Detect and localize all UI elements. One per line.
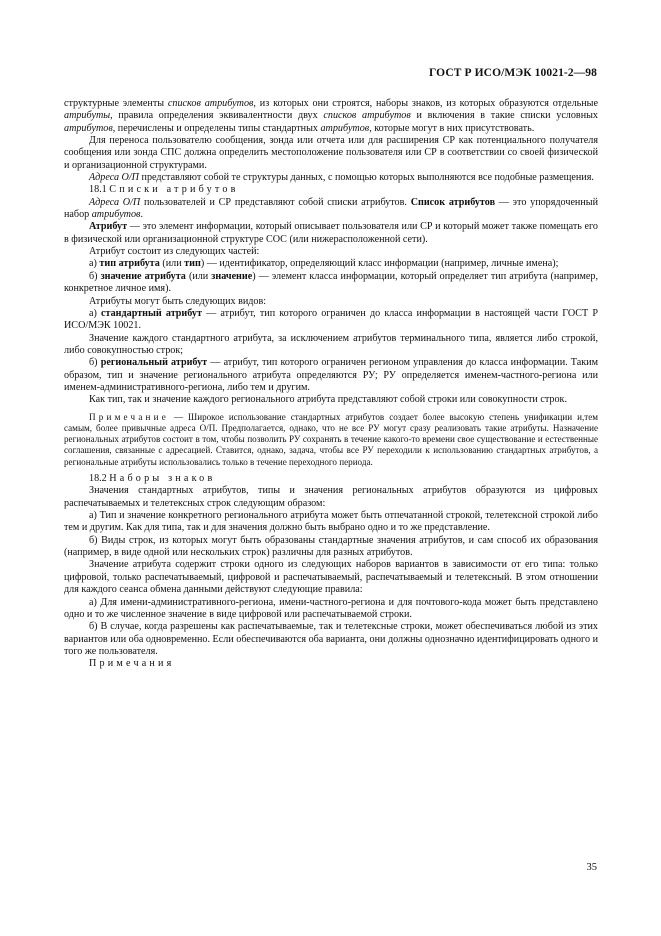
body-paragraph: 18.1 Списки атрибутов	[89, 184, 239, 196]
body-paragraph: б) В случае, когда разрешены как распечатываемые, так и телетексные строки, может обеспечиваться любой из этих вариантов или оба одновременно. Если обеспечиваются оба варианта, они должны однозначно идентифицировать одного и того же пользователя.	[64, 621, 598, 657]
body-paragraph: Атрибуты могут быть следующих видов:	[89, 295, 267, 307]
body-paragraph: а) стандартный атрибут — атрибут, тип которого ограничен до класса информации в настоящей части ГОСТ Р ИСО/МЭК 10021.	[64, 307, 599, 332]
body-paragraph: Адреса О/П представляют собой те структуры данных, с помощью которых выполняются все подобные размещения.	[89, 172, 594, 184]
body-paragraph: Адреса О/П пользователей и СР представляют собой списки атрибутов. Список атрибутов — это упорядоченный набор атрибутов.	[64, 196, 598, 221]
body-paragraph: а) Тип и значение конкретного регионального атрибута может быть отпечатанной строкой, телетексной строкой либо тем и другим. Как для типа, так и для значения должно быть выбрано одно и то же представление.	[64, 510, 598, 534]
note-paragraph: Примечание — Широкое использование стандартных атрибутов создает более высокую степень унификации и,тем самым, более привычные адреса О/П. Предполагается, однако, что не все РУ могут сразу реализовать такие атрибуты. Назначение региональных атрибутов состоит в том, чтобы позволить РУ сохранять в течение какого-то времени свое существование и естественные соглашения, связанные с адресацией. Ставится, однако, задача, чтобы все РУ переходили к использованию стандартных атрибутов, а региональные атрибуты использовались только в течение переходного периода.	[64, 411, 598, 467]
body-paragraph: б) Виды строк, из которых могут быть образованы стандартные значения атрибутов, и сам способ их образования (например, в виде одной или нескольких строк) различны для разных атрибутов.	[64, 534, 598, 559]
page-number: 35	[586, 862, 597, 873]
body-paragraph: 18.2 Наборы знаков	[89, 473, 216, 485]
body-paragraph: б) значение атрибута (или значение) — элемент класса информации, который определяет тип атрибута (например, конкретное личное имя).	[64, 270, 598, 295]
body-paragraph: а) тип атрибута (или тип) — идентификатор, определяющий класс информации (например, личные имена);	[89, 258, 559, 270]
body-paragraph: Примечания	[89, 658, 175, 670]
body-paragraph: б) региональный атрибут — атрибут, тип которого ограничен регионом управления до класса информации. Таким образом, тип и значение регионального атрибута определяются РУ; РУ определяется именем-частного-региона или именем-административного-региона, либо тем и другим.	[64, 357, 598, 393]
document-body	[64, 98, 598, 671]
body-paragraph: Значения стандартных атрибутов, типы и значения региональных атрибутов образуются из цифровых распечатываемых и телетексных строк следующим образом:	[64, 485, 598, 509]
body-paragraph: Атрибут — это элемент информации, который описывает пользователя или СР и который может также помещать его в физической или организационной структуре СОС (или нижерасположенной сети).	[64, 221, 598, 245]
body-paragraph: Как тип, так и значение каждого регионального атрибута представляют собой строки или совокупности строк.	[89, 394, 568, 406]
body-paragraph: Атрибут состоит из следующих частей:	[89, 246, 260, 258]
body-paragraph: а) Для имени-административного-региона, имени-частного-региона и для почтового-кода может быть представлено одно и то же численное значение в виде цифровой или распечатываемой строки.	[64, 596, 598, 620]
body-paragraph: структурные элементы списков атрибутов, из которых они строятся, наборы знаков, из которых образуются отдельные атрибуты, правила определения эквивалентности двух списков атрибутов и включения в такие списки условных атрибутов, перечислены и определены типы стандартных атрибутов, которые могут в них присутствовать.	[64, 98, 598, 134]
document-header: ГОСТ Р ИСО/МЭК 10021-2—98	[429, 67, 597, 79]
body-paragraph: Значение каждого стандартного атрибута, за исключением атрибутов терминального типа, является либо строкой, либо совокупностью строк;	[64, 332, 598, 356]
body-paragraph: Для переноса пользователю сообщения, зонда или отчета или для расширения СР как потенциального получателя сообщения или зонда СПС должна определить местоположение пользователя или СР в соответствии со своей физической и организационной структурами.	[64, 135, 598, 171]
body-paragraph: Значение атрибута содержит строки одного из следующих наборов вариантов в зависимости от его типа: только цифровой, только распечатываемый, цифровой и распечатываемый, распечатываемый и телетексный. В этом отношении для каждого сеанса обмена данными действуют следующие правила:	[64, 559, 598, 596]
